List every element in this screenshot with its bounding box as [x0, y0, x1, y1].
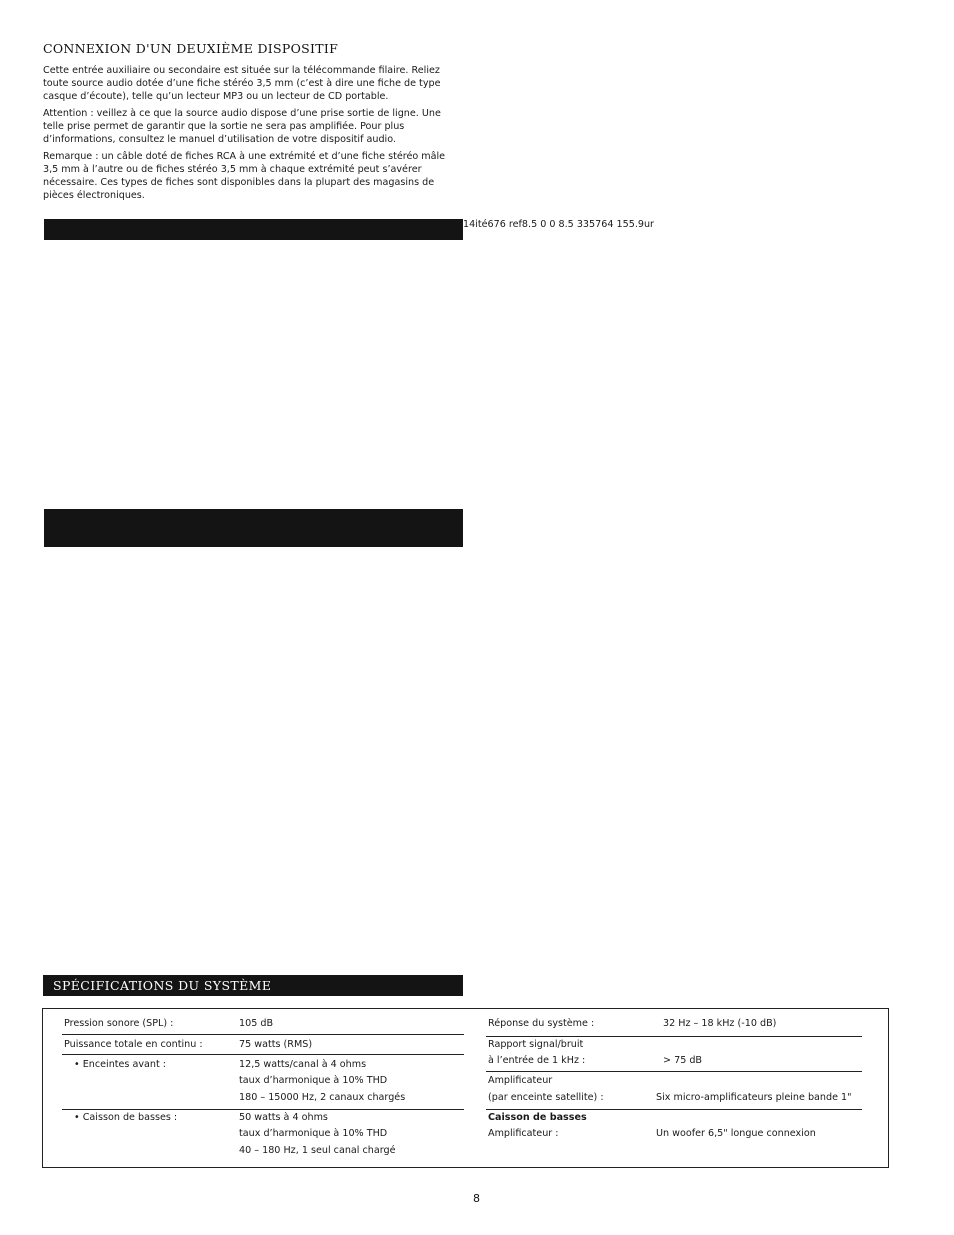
- subwoofer-label: • Caisson de basses :: [74, 1112, 178, 1123]
- row-divider: [486, 1109, 862, 1110]
- subwoofer-value: taux d’harmonique à 10% THD: [239, 1128, 388, 1139]
- front-speakers-value: taux d’harmonique à 10% THD: [239, 1075, 388, 1086]
- subwoofer-amp-label: Amplificateur :: [488, 1128, 559, 1139]
- row-divider: [62, 1109, 464, 1110]
- paragraph-attention: Attention : veillez à ce que la source audio dispose d’une prise sortie de ligne. Une telle prise permet de garantir que la sortie ne sera pas amplifiée. Pour plus d’informations, consultez le manuel d’utilisation de votre dispositif audio.: [43, 108, 441, 145]
- front-speakers-value: 12,5 watts/canal à 4 ohms: [239, 1059, 367, 1070]
- snr-label: Rapport signal/bruit: [488, 1039, 584, 1050]
- page-number: 8: [473, 1192, 480, 1205]
- section-heading: CONNEXION D'UN DEUXIÈME DISPOSITIF: [43, 41, 339, 56]
- paragraph-remarque: Remarque : un câble doté de fiches RCA à une extrémité et d’une fiche stéréo mâle 3,5 mm à l’autre ou de fiches stéréo 3,5 mm à chaque extrémité peut s’avérer nécessaire. Ces types de fiches sont disponibles dans la plupart des magasins de pièces électroniques.: [43, 151, 446, 201]
- response-label: Réponse du système :: [488, 1018, 595, 1029]
- row-divider: [62, 1034, 464, 1035]
- power-value: 75 watts (RMS): [239, 1039, 313, 1050]
- response-value: 32 Hz – 18 kHz (-10 dB): [663, 1018, 777, 1029]
- subwoofer-heading: Caisson de basses: [488, 1112, 587, 1123]
- spl-value: 105 dB: [239, 1018, 274, 1029]
- paragraph-intro: Cette entrée auxiliaire ou secondaire est située sur la télécommande filaire. Reliez toute source audio dotée d’une fiche stéréo 3,5 mm (c’est à dire une fiche de type casque d’écoute), telle qu’un lecteur MP3 ou un lecteur de CD portable.: [43, 65, 441, 102]
- black-bar: [44, 219, 463, 240]
- row-divider: [486, 1036, 862, 1037]
- specs-table: [42, 1008, 889, 1168]
- front-speakers-value: 180 – 15000 Hz, 2 canaux chargés: [239, 1092, 406, 1103]
- row-divider: [62, 1054, 464, 1055]
- stray-text: 14ité676 ref8.5 0 0 8.5 335764 155.9ur: [463, 219, 654, 230]
- front-speakers-label: • Enceintes avant :: [74, 1059, 167, 1070]
- specs-heading-bar: [43, 975, 463, 996]
- subwoofer-amp-value: Un woofer 6,5" longue connexion: [656, 1128, 816, 1139]
- snr-value: > 75 dB: [663, 1055, 703, 1066]
- black-bar: [44, 509, 463, 547]
- amplifier-label: (par enceinte satellite) :: [488, 1092, 604, 1103]
- subwoofer-value: 40 – 180 Hz, 1 seul canal chargé: [239, 1145, 396, 1156]
- snr-label: à l’entrée de 1 kHz :: [488, 1055, 586, 1066]
- amplifier-label: Amplificateur: [488, 1075, 553, 1086]
- amplifier-value: Six micro-amplificateurs pleine bande 1": [656, 1092, 852, 1103]
- spl-label: Pression sonore (SPL) :: [64, 1018, 174, 1029]
- power-label: Puissance totale en continu :: [64, 1039, 203, 1050]
- row-divider: [486, 1071, 862, 1072]
- subwoofer-value: 50 watts à 4 ohms: [239, 1112, 328, 1123]
- specs-title: SPÉCIFICATIONS DU SYSTÈME: [53, 978, 272, 993]
